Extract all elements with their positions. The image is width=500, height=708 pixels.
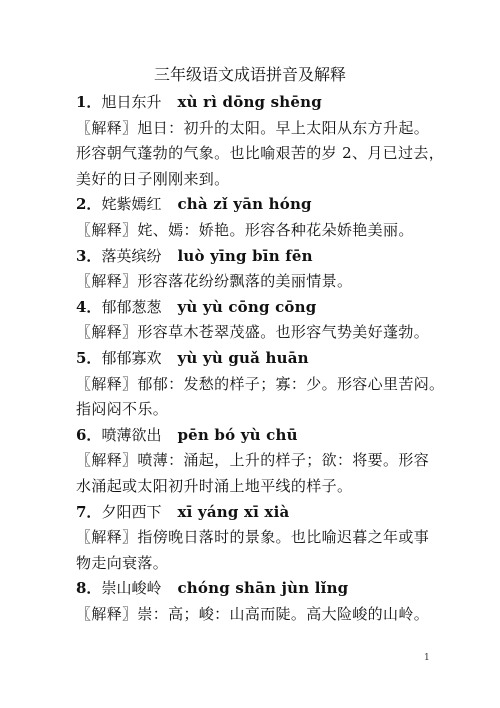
idiom-number: 7． (76, 502, 102, 521)
idiom-definition-line: 物走向衰落。 (76, 553, 169, 572)
idiom-number: 1． (76, 93, 102, 111)
idiom-heading (76, 192, 456, 218)
idiom-word: 喷薄欲出 (101, 425, 162, 444)
idiom-number: 3． (76, 246, 102, 265)
idiom-definition-line: 〖解释〗指傍晚日落时的景象。也比喻迟暮之年或事 (76, 528, 430, 547)
idiom-word: 落英缤纷 (101, 246, 162, 265)
idiom-word: 郁郁寡欢 (101, 348, 162, 367)
idiom-definition-line: 〖解释〗形容草木苍翠茂盛。也形容气势美好蓬勃。 (76, 323, 430, 342)
idiom-word: 姹紫嫣红 (101, 195, 162, 214)
idiom-heading (76, 576, 456, 602)
page-number: 1 (424, 653, 430, 663)
idiom-definition-line: 形容朝气蓬勃的气象。也比喻艰苦的岁 2、月已过去， (76, 144, 445, 163)
page-title: 三年级语文成语拼音及解释 (153, 65, 346, 84)
idiom-list (76, 90, 456, 627)
idiom-definition-line: 〖解释〗崇：高；峻：山高而陡。高大险峻的山岭。 (76, 604, 430, 623)
idiom-definition-line: 指闷闷不乐。 (76, 400, 169, 419)
idiom-pinyin: xù rì dōng shēng (177, 93, 322, 111)
idiom-definition-line: 〖解释〗郁郁：发愁的样子；寡：少。形容心里苦闷。 (76, 374, 445, 393)
idiom-definition-line: 〖解释〗喷薄：涌起，上升的样子；欲：将要。形容 (76, 451, 430, 470)
idiom-pinyin: luò yīng bīn fēn (177, 246, 313, 265)
idiom-heading (76, 244, 456, 270)
idiom-definition-line: 〖解释〗姹、嫣：娇艳。形容各种花朵娇艳美丽。 (76, 220, 414, 239)
idiom-heading (76, 423, 456, 449)
idiom-pinyin: xī yáng xī xià (177, 502, 290, 521)
idiom-definition-line: 〖解释〗旭日：初升的太阳。早上太阳从东方升起。 (76, 118, 430, 137)
idiom-heading (76, 90, 456, 116)
idiom-word: 旭日东升 (101, 93, 162, 111)
idiom-pinyin: pēn bó yù chū (177, 425, 298, 444)
idiom-heading (76, 295, 456, 321)
idiom-pinyin: yù yù cōng cōng (177, 297, 317, 316)
idiom-definition-line: 水涌起或太阳初升时涌上地平线的样子。 (76, 476, 353, 495)
idiom-heading (76, 500, 456, 526)
idiom-number: 2． (76, 195, 102, 214)
idiom-definition-line: 〖解释〗形容落花纷纷飘落的美丽情景。 (76, 272, 353, 291)
idiom-word: 郁郁葱葱 (101, 297, 162, 316)
idiom-number: 4． (76, 297, 102, 316)
idiom-number: 6． (76, 425, 102, 444)
idiom-word: 崇山峻岭 (101, 579, 162, 598)
idiom-number: 5． (76, 348, 102, 367)
idiom-pinyin: chóng shān jùn lǐng (177, 579, 349, 598)
idiom-heading (76, 346, 456, 372)
idiom-number: 8． (76, 579, 102, 598)
idiom-pinyin: yù yù guǎ huān (177, 348, 309, 367)
idiom-pinyin: chà zǐ yān hóng (177, 195, 312, 214)
idiom-word: 夕阳西下 (101, 502, 162, 521)
idiom-definition-line: 美好的日子刚刚来到。 (76, 169, 230, 188)
